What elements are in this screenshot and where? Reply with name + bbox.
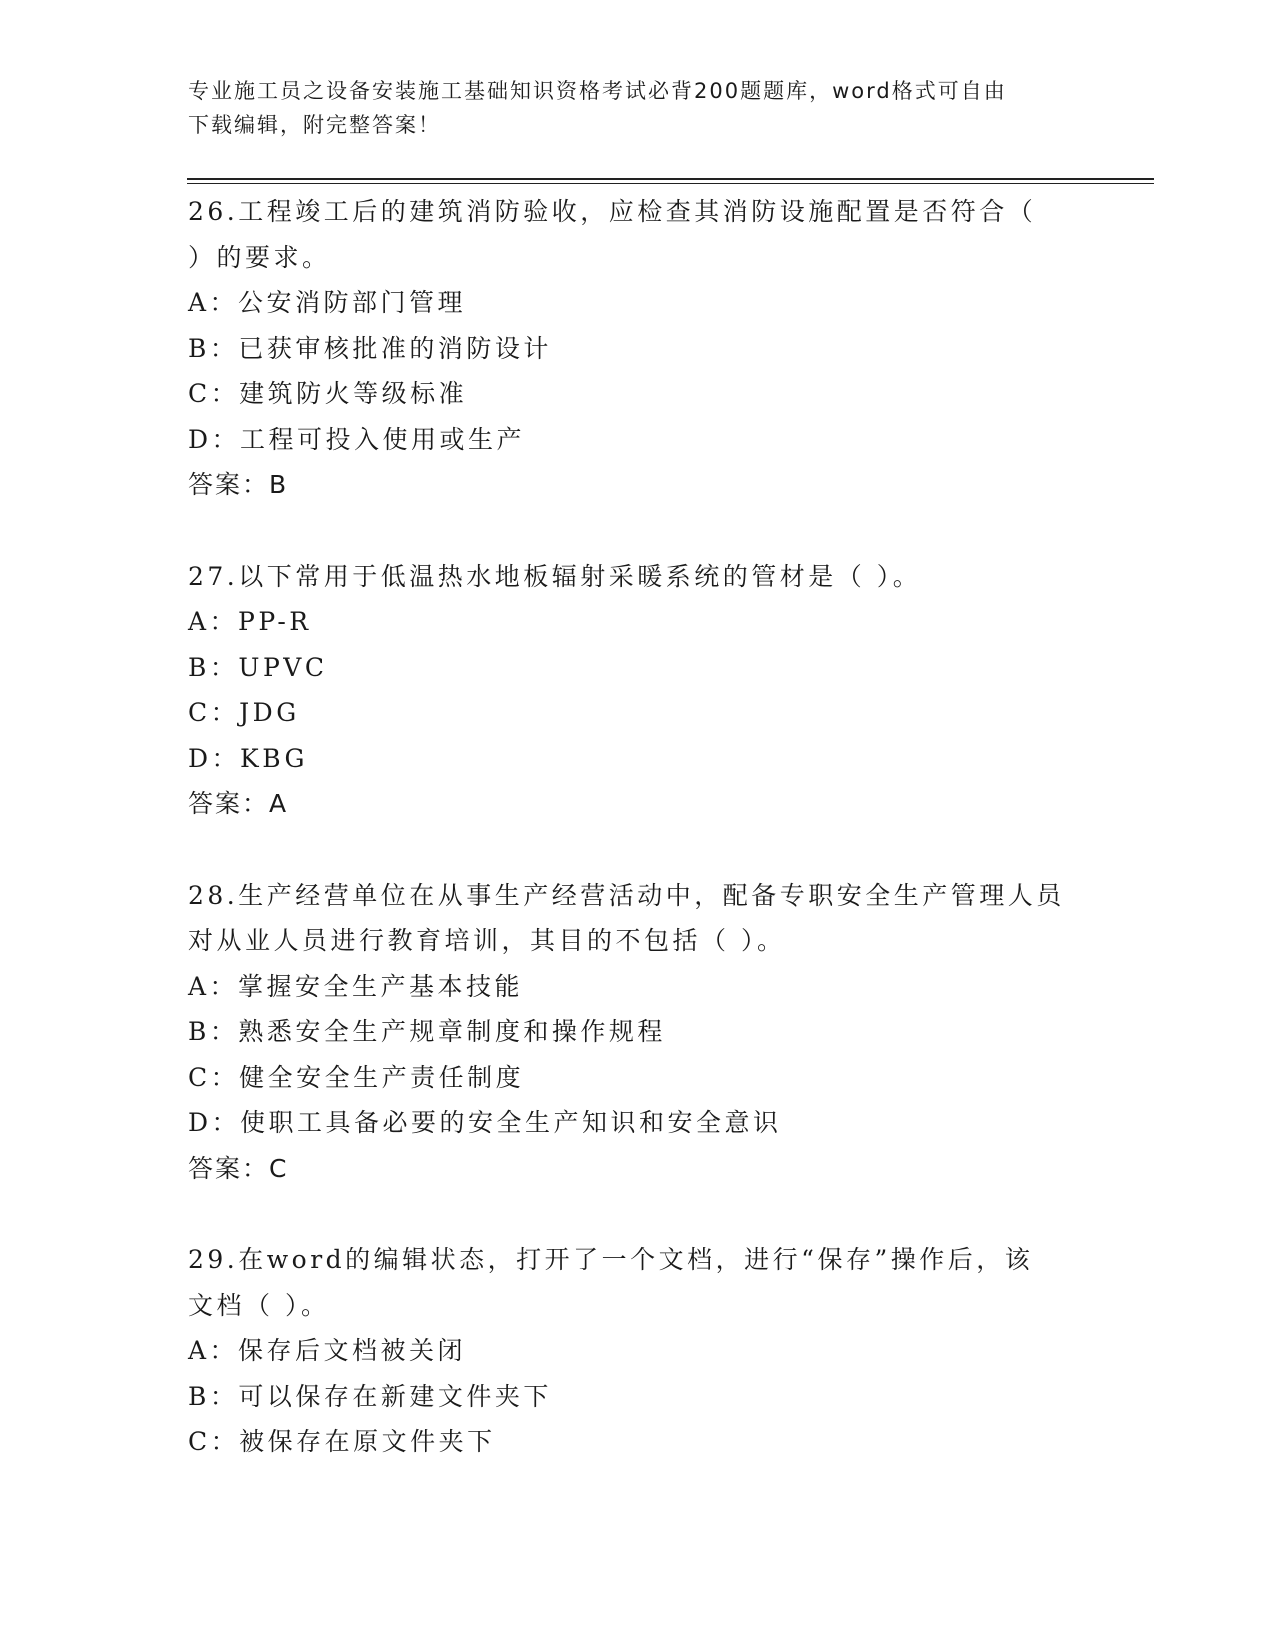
- answer: 答案：B: [188, 470, 289, 499]
- spacer: [188, 827, 1088, 873]
- question-27: [188, 554, 1088, 827]
- question-stem-continued: 对从业人员进行教育培训，其目的不包括（ ）。: [188, 926, 786, 955]
- question-stem-continued: ）的要求。: [188, 242, 331, 272]
- header-divider-thin: [187, 183, 1154, 184]
- answer: 答案：A: [188, 789, 289, 818]
- option-b: B：熟悉安全生产规章制度和操作规程: [188, 1017, 666, 1046]
- option-c: C：健全安全生产责任制度: [188, 1062, 525, 1092]
- option-b: B：已获审核批准的消防设计: [188, 333, 552, 363]
- option-d: D：工程可投入使用或生产: [188, 424, 526, 454]
- question-stem-continued: 文档（ ）。: [188, 1290, 330, 1320]
- option-c: C：被保存在原文件夹下: [188, 1427, 496, 1456]
- option-d: D：KBG: [188, 743, 309, 773]
- option-b: B：可以保存在新建文件夹下: [188, 1381, 552, 1411]
- header-line-1: 专业施工员之设备安装施工基础知识资格考试必背200题题库，word格式可自由: [188, 79, 1007, 103]
- option-a: A：掌握安全生产基本技能: [188, 971, 524, 1001]
- option-c: C：建筑防火等级标准: [188, 379, 468, 408]
- option-a: A：PP-R: [188, 607, 312, 636]
- header-line-2: 下载编辑，附完整答案！: [188, 113, 441, 137]
- question-list: [188, 189, 1088, 1465]
- answer: 答案：C: [188, 1153, 289, 1183]
- option-a: A：公安消防部门管理: [188, 288, 467, 317]
- header-divider-thick: [187, 178, 1154, 180]
- question-stem: 26.工程竣工后的建筑消防验收，应检查其消防设施配置是否符合（: [188, 197, 1037, 226]
- option-b: B：UPVC: [188, 652, 328, 682]
- question-stem: 28.生产经营单位在从事生产经营活动中，配备专职安全生产管理人员: [188, 880, 1065, 910]
- question-29: [188, 1237, 1088, 1465]
- spacer: [188, 1191, 1088, 1237]
- option-a: A：保存后文档被关闭: [188, 1336, 467, 1365]
- question-stem: 27.以下常用于低温热水地板辐射采暖系统的管材是（ ）。: [188, 561, 922, 591]
- document-header: [188, 74, 1088, 142]
- question-stem: 29.在word的编辑状态，打开了一个文档，进行“保存”操作后，该: [188, 1245, 1034, 1274]
- question-26: [188, 189, 1088, 508]
- option-c: C：JDG: [188, 698, 300, 727]
- question-28: [188, 873, 1088, 1192]
- option-d: D：使职工具备必要的安全生产知识和安全意识: [188, 1108, 782, 1137]
- spacer: [188, 508, 1088, 554]
